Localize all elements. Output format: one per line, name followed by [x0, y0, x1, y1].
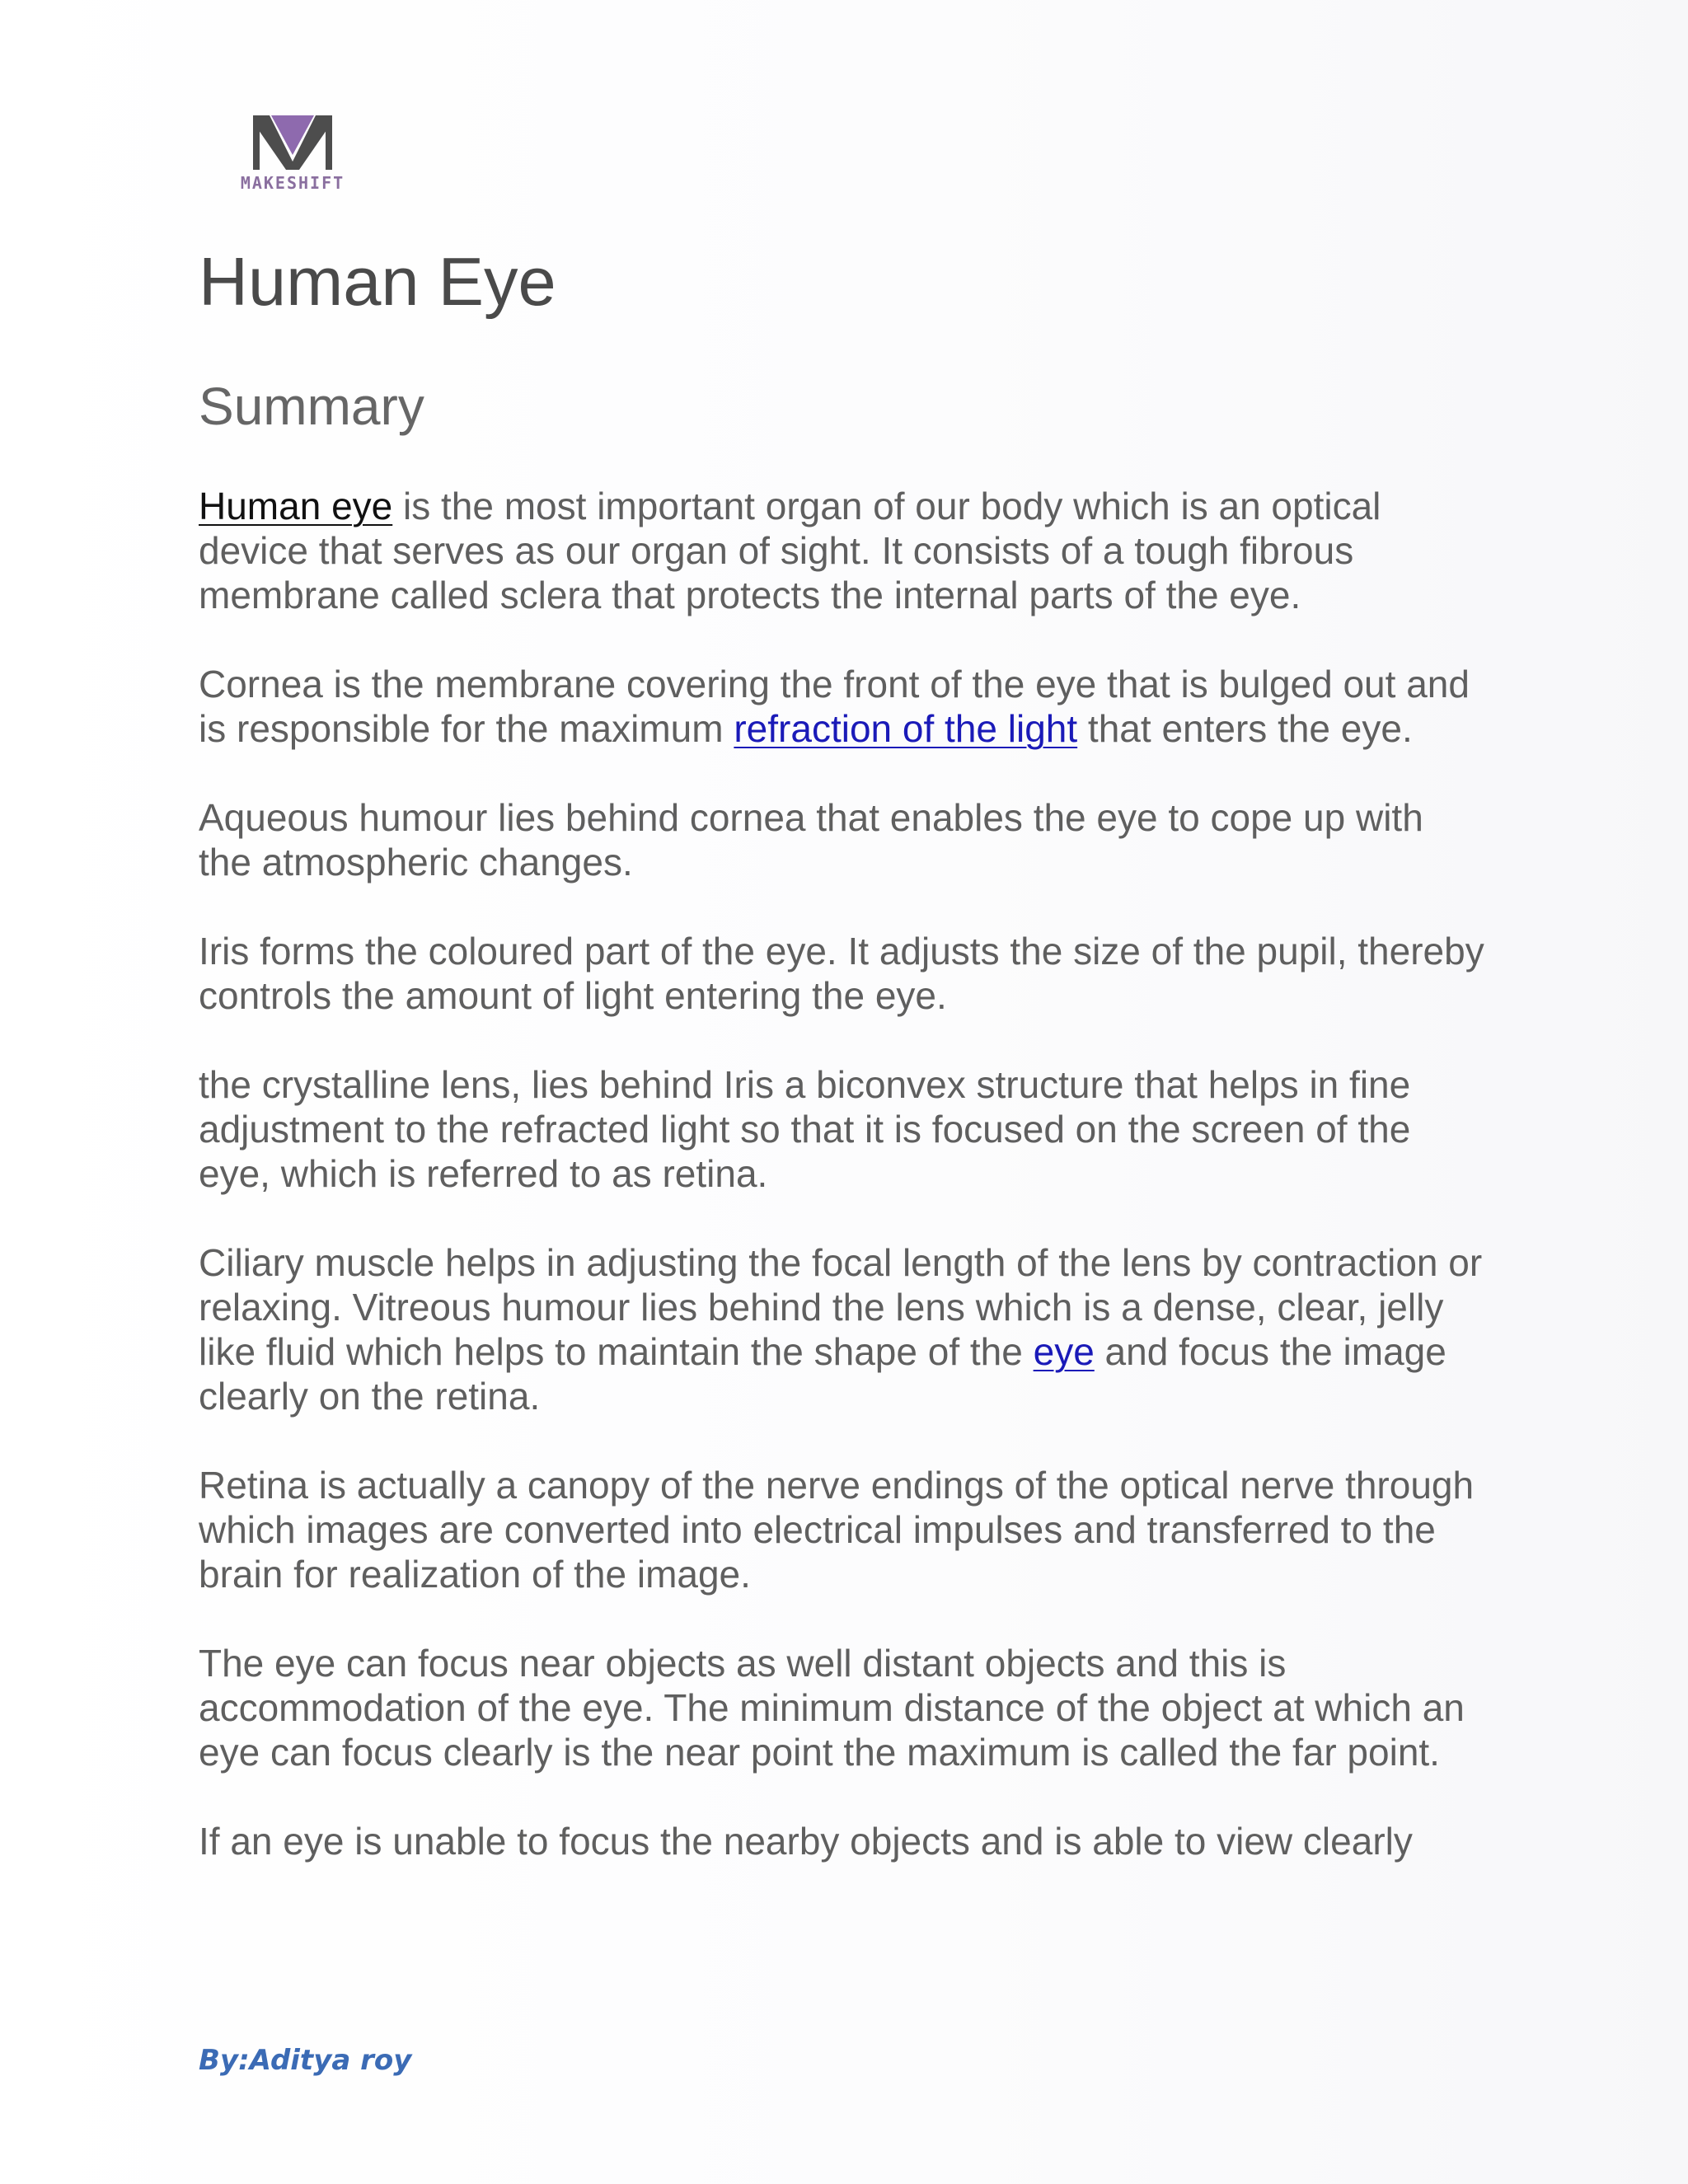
makeshift-logo: [218, 114, 367, 196]
paragraph-7: Retina is actually a canopy of the nerve endings of the optical nerve through which images are converted into electrical impulses and transferred to the brain for realization of the image.: [199, 1464, 1475, 1596]
refraction-of-light-link[interactable]: refraction of the light: [734, 707, 1078, 750]
paragraph-6-text-before: Ciliary muscle helps in adjusting the focal length of the lens by contraction or relaxing. Vitreous humour lies behind the lens which is a dense, clear, jelly like fluid which helps to maintain the shape of the: [199, 1241, 1483, 1373]
paragraph-2: [199, 662, 1484, 751]
paragraph-5: the crystalline lens, lies behind Iris a biconvex structure that helps in fine adjustment to the refracted light so that it is focused on the screen of the eye, which is referred to as retina.: [199, 1063, 1411, 1195]
page-title: Human Eye: [199, 243, 556, 320]
paragraph-4: Iris forms the coloured part of the eye. It adjusts the size of the pupil, thereby controls the amount of light entering the eye.: [199, 930, 1484, 1017]
makeshift-v-logo-icon: [218, 114, 367, 171]
footer-author: By:Aditya roy: [199, 2044, 412, 2077]
paragraph-2-text-before: Cornea is the membrane covering the front of the eye that is bulged out and is responsible for the maximum: [199, 663, 1470, 750]
paragraph-8: The eye can focus near objects as well distant objects and this is accommodation of the eye. The minimum distance of the object at which an eye can focus clearly is the near point the maximum is called the far point.: [199, 1642, 1465, 1774]
eye-link[interactable]: eye: [1033, 1330, 1095, 1373]
human-eye-link[interactable]: Human eye: [199, 485, 393, 527]
document-content: [199, 239, 1484, 1908]
summary-body: [199, 433, 1484, 1863]
paragraph-9: If an eye is unable to focus the nearby objects and is able to view clearly: [199, 1820, 1413, 1863]
logo-wordmark: MAKESHIFT: [240, 173, 345, 193]
paragraph-1: [199, 484, 1484, 617]
paragraph-6: [199, 1240, 1484, 1418]
section-heading-summary: Summary: [199, 377, 424, 436]
paragraph-1-text: is the most important organ of our body which is an optical device that serves as our organ of sight. It consists of a tough fibrous membrane called sclera that protects the internal parts of the eye.: [199, 485, 1381, 616]
paragraph-6-text-after: and focus the image clearly on the retina.: [199, 1330, 1447, 1418]
paragraph-3: Aqueous humour lies behind cornea that enables the eye to cope up with the atmospheric changes.: [199, 796, 1423, 883]
paragraph-2-text-after: that enters the eye.: [1077, 707, 1413, 750]
